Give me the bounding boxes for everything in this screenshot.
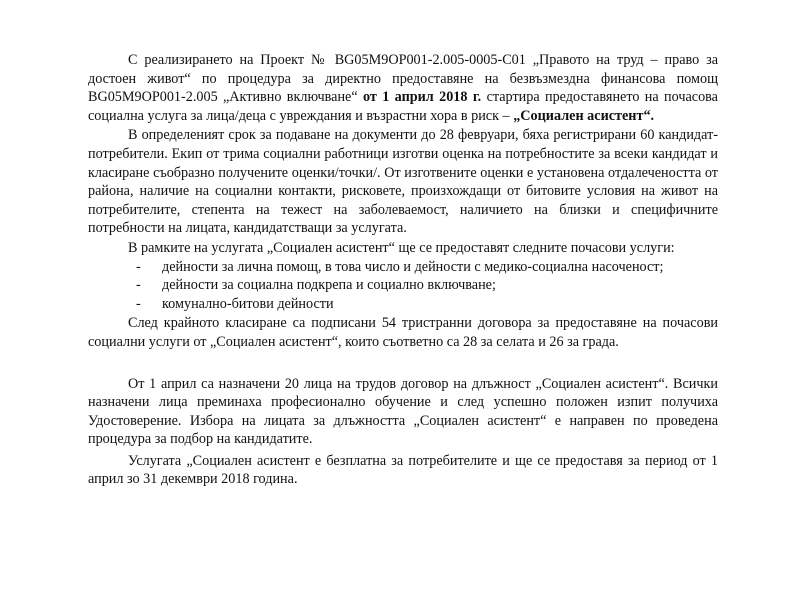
list-item: [88, 295, 718, 314]
document-body: [88, 0, 718, 489]
list-item-text: дейности за лична помощ, в това число и дейности с медико-социална насоченост;: [162, 258, 664, 275]
list-item: [88, 276, 718, 295]
bullet-dash: -: [136, 258, 141, 275]
intro-text-cont: стартира предоставянето на почасова социална услуга за лица/деца с увреждания и възрастни хора в риск –: [88, 89, 718, 124]
list-item-text: комунално-битови дейности: [162, 295, 334, 312]
service-name-bold: „Социален асистент“.: [513, 107, 655, 124]
list-item: [88, 258, 718, 277]
bullet-dash: -: [136, 295, 141, 312]
bullet-dash: -: [136, 277, 141, 294]
paragraph-contracts: След крайното класиране са подписани 54 тристранни договора за предоставяне на почасови социални услуги от „Социален асистент“, които съответно са 28 за селата и 26 за града.: [88, 315, 718, 350]
paragraph-services-intro: В рамките на услугата „Социален асистент“ ще се предоставят следните почасови услуги:: [128, 239, 675, 256]
paragraph-assistants: От 1 април са назначени 20 лица на трудов договор на длъжност „Социален асистент“. Всички назначени лица преминаха професионално обучение и след успешно положен изпит получиха Удостоверение. Избора на лицата за длъжността „Социален асистент“ е направен по проведена процедура за подбор на кандидатите.: [88, 375, 718, 448]
intro-text: С реализирането на Проект № BG05M9OP001-2.005-0005-C01 „Правото на труд – право за достоен живот“ по процедура за директно предоставяне на безвъзмездна финансова помощ BG05M9OP001-2.005 „Активно включване“: [88, 52, 718, 106]
start-date-bold: от 1 април 2018 г.: [363, 89, 482, 106]
services-list: [88, 258, 718, 314]
paragraph-project-intro: [88, 51, 718, 125]
paragraph-registration: В определеният срок за подаване на документи до 28 февруари, бяха регистрирани 60 кандидат-потребители. Екип от трима социални работници изготви оценка на потребностите за всеки кандидат и класиране съобразно получените оценки/точки/. От изготвените оценки е установена отдалечеността от района, наличие на социални контакти, рисковете, произхождащи от битовите условия на живот на потребителите, степента на тежест на заболеваемост, наличието на близки и специфичните потребности на лицата, кандидатстващи за услугата.: [88, 127, 718, 237]
paragraph-free-service: Услугата „Социален асистент е безплатна за потребителите и ще се предоставя за период от 1 април зо 31 декември 2018 година.: [88, 452, 718, 488]
list-item-text: дейности за социална подкрепа и социално включване;: [162, 277, 496, 294]
